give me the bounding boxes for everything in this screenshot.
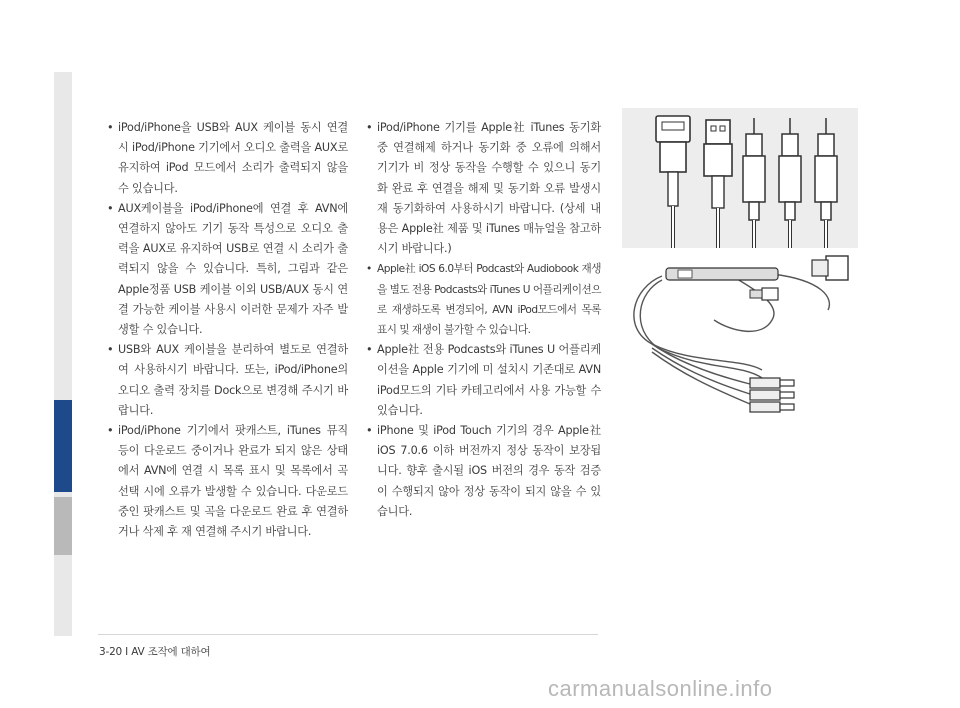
list-item: [363, 118, 601, 259]
usb-aux-cable-illustration: [622, 108, 858, 418]
chapter-tab: [54, 497, 72, 555]
list-item: [104, 421, 348, 542]
list-item-text: USB와 AUX 케이블을 분리하여 별도로 연결하여 사용하시기 바랍니다. 또는, iPod/iPhone의 오디오 출력 장치를 Dock으로 변경해 주시기 바랍니다.: [118, 343, 348, 417]
list-item-text: AUX케이블을 iPod/iPhone에 연결 후 AVN에 연결하지 않아도 기기 동작 특성으로 오디오 출력을 AUX로 유지하여 USB로 연결 시 소리가 출력되지 않을 수 있습니다. 특히, 그림과 같은 Apple정품 USB 케이블 이외 USB/AUX 동시 연결 가능한 케이블 사용시 이러한 문제가 자주 발생할 수 있습니다.: [118, 201, 348, 337]
bullet: •: [107, 201, 114, 215]
list-item: [363, 421, 601, 522]
left-column: [104, 118, 348, 542]
connector-closeup-image: [622, 108, 858, 248]
bullet: •: [107, 343, 114, 357]
watermark: carmanualsonline.info: [548, 676, 773, 701]
bullet: •: [366, 343, 373, 357]
list-item-text: iPod/iPhone 기기에서 팟캐스트, iTunes 뮤직등이 다운로드 중이거나 완료가 되지 않은 상태에서 AVN에 연결 시 목록 표시 및 목록에서 곡 선택 시에 오류가 발생할 수 있습니다. 다운로드 중인 팟캐스트 및 곡을 다운로드 완료 후 연결하거나 삭제 후 재 연결해 주시기 바랍니다.: [118, 424, 348, 539]
bullet: •: [107, 121, 114, 134]
cable-overview-image: [622, 252, 858, 418]
list-item: [363, 340, 601, 421]
list-item-text: iPod/iPhone 기기를 Apple社 iTunes 동기화 중 연결해제 하거나 동기화 중 오류에 의해서 기기가 비 정상 동작을 수행할 수 있으니 동기화 완료 후 연결을 해제 및 동기화 오류 발생시 재 동기화하여 사용하시기 바랍니다. (상세 내용은 Apple社 제품 및 iTunes 매뉴얼을 참고하시기 바랍니다.): [377, 121, 601, 256]
list-item: [104, 340, 348, 421]
list-item-text: Apple社 iOS 6.0부터 Podcast와 Audiobook 재생을 별도 전용 Podcasts와 iTunes U 어플리케이션으로 재생하도록 변경되어, AVN iPod모드에서 목록 표시 및 재생이 불가할 수 있습니다.: [377, 263, 601, 337]
list-item: [104, 199, 348, 340]
list-item-text: iPod/iPhone을 USB와 AUX 케이블 동시 연결 시 iPod/iPhone 기기에서 오디오 출력을 AUX로 유지하여 iPod 모드에서 소리가 출력되지 않을 수 있습니다.: [118, 121, 348, 195]
list-item-text: Apple社 전용 Podcasts와 iTunes U 어플리케이션을 Apple 기기에 미 설치시 기존대로 AVN iPod모드의 기타 카테고리에서 사용 가능할 수 있습니다.: [377, 343, 601, 417]
middle-column: [363, 118, 601, 522]
bullet: •: [366, 263, 372, 276]
page-footer: 3-20 I AV 조작에 대하여: [99, 646, 211, 658]
footer-divider: [98, 634, 598, 635]
bullet: •: [366, 121, 373, 134]
list-item: [363, 259, 601, 340]
chapter-tab-active: [54, 400, 72, 492]
list-item-text: iPhone 및 iPod Touch 기기의 경우 Apple社 iOS 7.0.6 이하 버전까지 정상 동작이 보장됩니다. 향후 출시될 iOS 버전의 경우 동작 검증이 수행되지 않아 정상 동작이 되지 않을 수 있습니다.: [377, 424, 601, 518]
bullet: •: [366, 424, 373, 438]
bullet: •: [107, 424, 114, 438]
list-item: [104, 118, 348, 199]
